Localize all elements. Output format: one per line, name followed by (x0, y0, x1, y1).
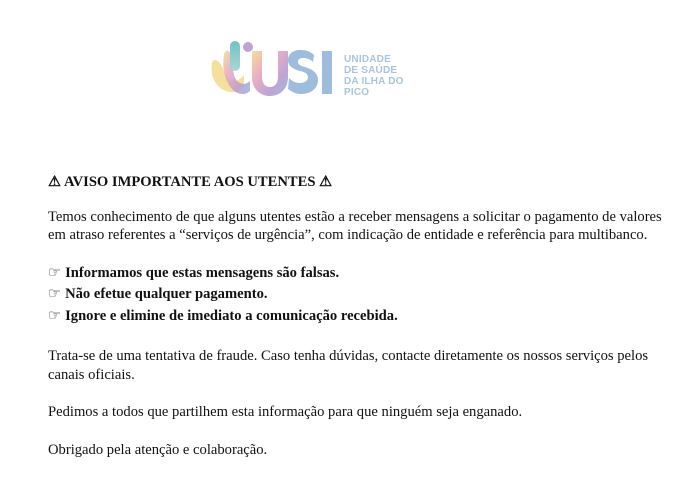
notice-title-text: AVISO IMPORTANTE AOS UTENTES (63, 174, 316, 190)
warning-icon: ⚠ (48, 174, 62, 190)
intro-paragraph: Temos conhecimento de que alguns utentes estão a receber mensagens a solicitar o pagamento de valores em atraso referentes a “serviços de urgência”, com indicação de entidade e referência para multibanco. (48, 208, 662, 243)
logo-line: DE SAÚDE (344, 65, 398, 76)
pointing-hand-icon: ☞ (48, 264, 62, 281)
logo-line: PICO (344, 87, 370, 98)
notice-body (48, 173, 668, 459)
usi-logo-mark (204, 37, 344, 103)
usi-logo (204, 37, 420, 103)
bullet-text: Ignore e elimine de imediato a comunicação recebida. (65, 307, 398, 324)
pointing-hand-icon: ☞ (48, 307, 62, 324)
fraud-paragraph: Trata-se de uma tentativa de fraude. Caso tenha dúvidas, contacte diretamente os nossos serviços pelos canais oficiais. (48, 348, 649, 383)
bullet-item (48, 307, 668, 326)
logo-line: UNIDADE (344, 54, 391, 65)
notice-title (48, 173, 668, 192)
bullet-text: Informamos que estas mensagens são falsas. (65, 264, 340, 281)
bullet-text: Não efetue qualquer pagamento. (65, 286, 268, 302)
logo-text (344, 54, 404, 98)
logo-line: DA ILHA DO (344, 76, 404, 87)
warning-icon: ⚠ (319, 174, 333, 190)
bullet-item (48, 285, 668, 304)
share-paragraph: Pedimos a todos que partilhem esta informação para que ninguém seja enganado. (48, 404, 523, 420)
pointing-hand-icon: ☞ (48, 286, 62, 302)
thanks-paragraph: Obrigado pela atenção e colaboração. (48, 441, 268, 458)
bullet-item (48, 264, 668, 283)
